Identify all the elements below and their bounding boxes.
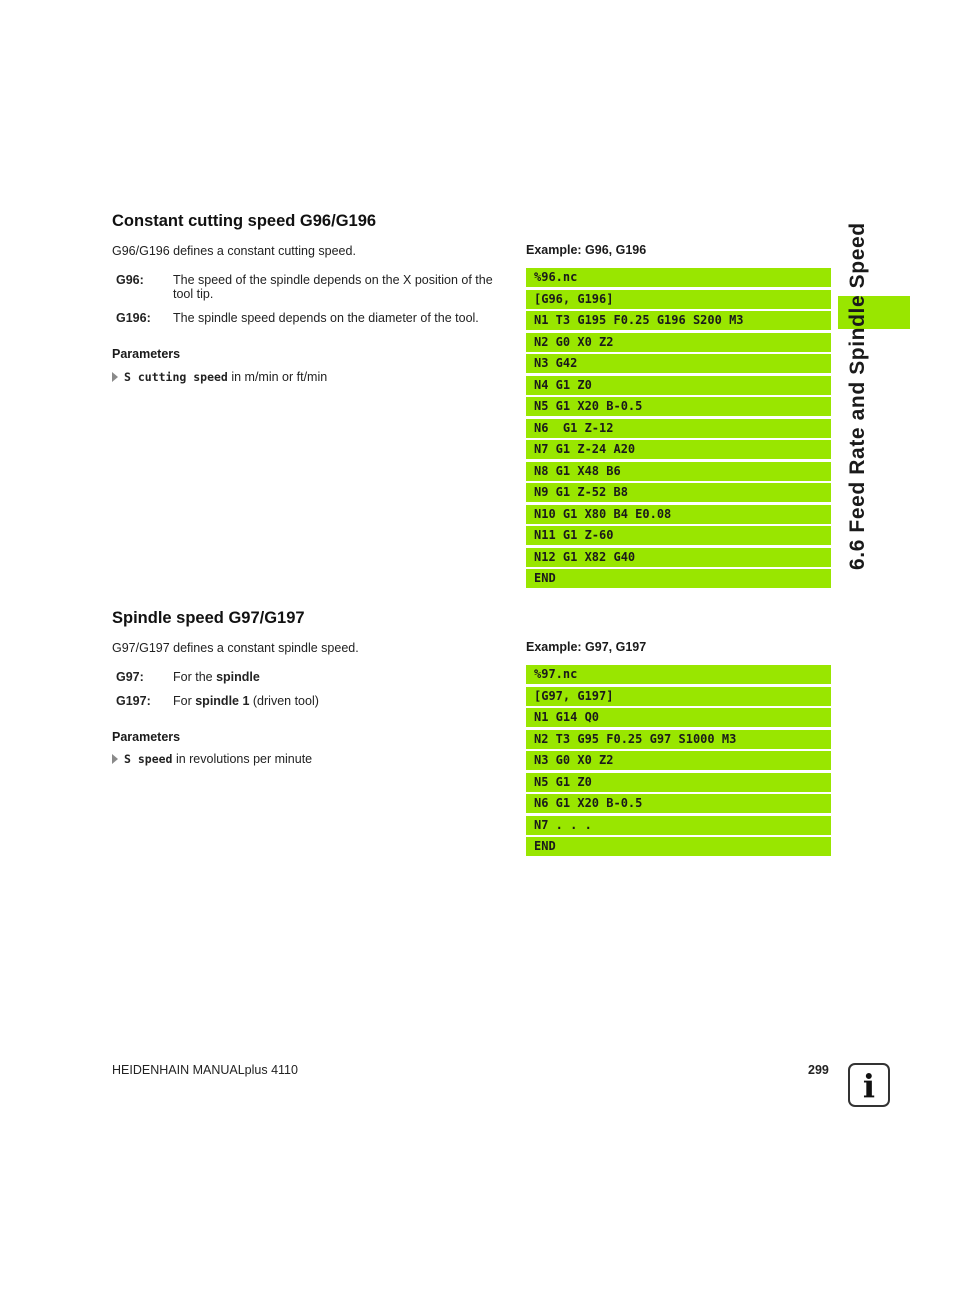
section-intro-g97: G97/G197 defines a constant spindle speed. — [112, 641, 359, 655]
code-line: N6 G1 X20 B-0.5 — [526, 794, 831, 813]
code-line: N5 G1 X20 B-0.5 — [526, 397, 831, 416]
parameters-heading: Parameters — [112, 347, 181, 361]
code-line: [G97, G197] — [526, 687, 831, 706]
desc-bold: spindle — [216, 670, 260, 684]
section-heading-g96: Constant cutting speed G96/G196 — [112, 212, 377, 230]
code-line: END — [526, 569, 831, 588]
chapter-title-text: 6.6 Feed Rate and Spindle Speed — [846, 222, 869, 570]
code-line: [G96, G196] — [526, 290, 831, 309]
code-line: N7 G1 Z-24 A20 — [526, 440, 831, 459]
definition-list-g97 — [116, 670, 506, 715]
code-line: N1 G14 Q0 — [526, 708, 831, 727]
parameter-item — [112, 752, 312, 766]
code-line: %97.nc — [526, 665, 831, 684]
code-line: N8 G1 X48 B6 — [526, 462, 831, 481]
parameter-code: S speed — [124, 752, 173, 766]
bullet-triangle-icon — [112, 754, 118, 764]
definition-term: G96: — [116, 273, 144, 287]
code-listing-g97 — [526, 665, 831, 859]
definition-term: G197: — [116, 694, 151, 708]
code-line: N4 G1 Z0 — [526, 376, 831, 395]
parameter-code: S cutting speed — [124, 370, 228, 384]
desc-text: (driven tool) — [249, 694, 319, 708]
chapter-side-title — [846, 215, 876, 575]
desc-bold: spindle 1 — [195, 694, 250, 708]
parameter-text: in revolutions per minute — [172, 752, 313, 766]
code-line: END — [526, 837, 831, 856]
code-line: N1 T3 G195 F0.25 G196 S200 M3 — [526, 311, 831, 330]
code-listing-g96 — [526, 268, 831, 591]
info-glyph: i — [862, 1067, 876, 1105]
definition-item — [116, 273, 506, 303]
example-label-g97: Example: G97, G197 — [526, 640, 647, 654]
example-label-g96: Example: G96, G196 — [526, 243, 647, 257]
definition-item — [116, 694, 506, 712]
footer-manual-name: HEIDENHAIN MANUALplus 4110 — [112, 1063, 298, 1077]
parameter-item — [112, 370, 327, 384]
parameters-heading: Parameters — [112, 730, 181, 744]
definition-item — [116, 670, 506, 688]
section-intro-g96: G96/G196 defines a constant cutting speed. — [112, 244, 356, 258]
code-line: N6 G1 Z-12 — [526, 419, 831, 438]
parameter-text: in m/min or ft/min — [227, 370, 328, 384]
definition-item — [116, 311, 506, 331]
code-line: N3 G0 X0 Z2 — [526, 751, 831, 770]
desc-text: For — [173, 694, 196, 708]
definition-list-g96 — [116, 273, 506, 333]
section-heading-g97: Spindle speed G97/G197 — [112, 609, 305, 627]
code-line: %96.nc — [526, 268, 831, 287]
code-line: N5 G1 Z0 — [526, 773, 831, 792]
code-line: N3 G42 — [526, 354, 831, 373]
code-line: N7 . . . — [526, 816, 831, 835]
definition-term: G196: — [116, 311, 151, 325]
bullet-triangle-icon — [112, 372, 118, 382]
page-number: 299 — [808, 1063, 829, 1077]
definition-desc: The spindle speed depends on the diameter of the tool. — [173, 311, 479, 325]
code-line: N2 T3 G95 F0.25 G97 S1000 M3 — [526, 730, 831, 749]
definition-desc — [173, 670, 503, 684]
definition-desc: The speed of the spindle depends on the X position of the tool tip. — [173, 273, 493, 301]
code-line: N12 G1 X82 G40 — [526, 548, 831, 567]
definition-term: G97: — [116, 670, 144, 684]
desc-text: For the — [173, 670, 217, 684]
code-line: N10 G1 X80 B4 E0.08 — [526, 505, 831, 524]
definition-desc — [173, 694, 503, 708]
code-line: N9 G1 Z-52 B8 — [526, 483, 831, 502]
info-icon — [848, 1063, 890, 1107]
code-line: N2 G0 X0 Z2 — [526, 333, 831, 352]
code-line: N11 G1 Z-60 — [526, 526, 831, 545]
